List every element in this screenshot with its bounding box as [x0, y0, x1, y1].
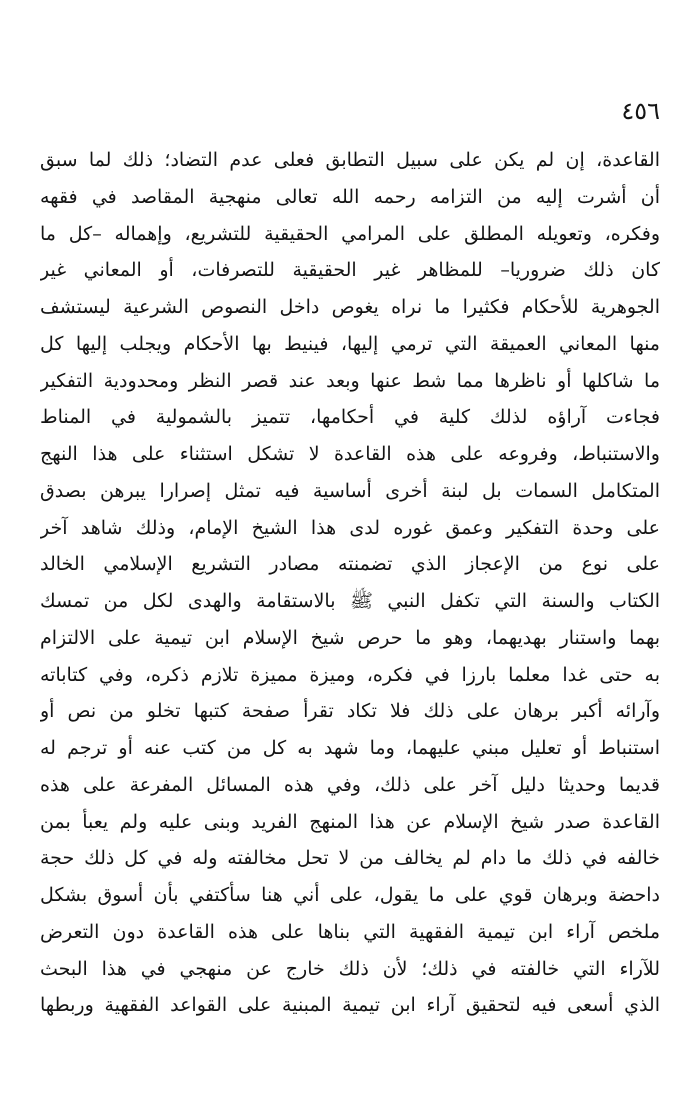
text-line: للآراء التي خالفته في ذلك؛ لأن ذلك خارج عن منهجي في هذا البحث	[40, 957, 660, 980]
text-line: المتكامل السمات بل لبنة أخرى أساسية فيه تمثل إصرارا يبرهن بصدق	[40, 479, 660, 502]
body-paragraph	[40, 142, 660, 1024]
text-line: استنباط أو تعليل مبني عليهما، وما شهد به كل من كتب عنه أو ترجم له	[40, 737, 660, 759]
text-line: قديما وحديثا دليل آخر على ذلك، وفي هذه المسائل المفرعة على هذه	[40, 773, 660, 796]
text-line: القاعدة، إن لم يكن على سبيل التطابق فعلى عدم التضاد؛ ذلك لما سبق	[40, 149, 660, 171]
text-line: داحضة وبرهان قوي على ما يقول، على أني هنا سأكتفي بأن أسوق بشكل	[40, 884, 660, 906]
text-line: والاستنباط، وفروعه على هذه القاعدة لا تشكل استثناء على هذا النهج	[40, 443, 660, 465]
text-line: على نوع من الإعجاز الذي تضمنته مصادر التشريع الإسلامي الخالد	[40, 553, 660, 576]
text-line: أن أشرت إليه من التزامه رحمه الله تعالى منهجية المقاصد في فقهه	[40, 185, 660, 208]
page-number: ٤٥٦	[621, 97, 660, 125]
text-line: بهما واستنار بهديهما، وهو ما حرص شيخ الإسلام ابن تيمية على الالتزام	[40, 626, 660, 649]
text-line: الكتاب والسنة التي تكفل النبي ﷺ بالاستقامة والهدى لكل من تمسك	[40, 590, 660, 612]
text-line: كان ذلك ضروريا– للمظاهر غير الحقيقية للتصرفات، أو المعاني غير	[40, 259, 660, 282]
text-line: به حتى غدا معلما بارزا في فكره، وميزة مميزة تلازم ذكره، وفي كتاباته	[40, 663, 660, 686]
text-line: منها المعاني العميقة التي ترمي إليها، فينيط بها الأحكام ويجلب إليها كل	[40, 332, 660, 355]
text-line: وآرائه أكبر برهان على ذلك فلا تكاد تقرأ صفحة كتبها تخلو من نص أو	[40, 700, 660, 723]
text-line: فجاءت آراؤه لذلك كلية في أحكامها، تتميز بالشمولية في المناط	[40, 406, 660, 429]
text-line: الجوهرية للأحكام فكثيرا ما نراه يغوص داخل النصوص الشرعية ليستشف	[40, 296, 660, 318]
text-line: الذي أسعى فيه لتحقيق آراء ابن تيمية المبنية على القواعد الفقهية وربطها	[40, 994, 660, 1017]
text-line: ما شاكلها أو ناظرها مما شط عنها وبعد عند قصر النظر ومحدودية التفكير	[40, 369, 660, 392]
text-line: وفكره، وتعويله المطلق على المرامي الحقيقية للتشريع، وإهماله –كل ما	[40, 222, 660, 245]
text-line: ملخص آراء ابن تيمية الفقهية التي بناها على هذه القاعدة دون التعرض	[40, 920, 660, 943]
text-line: على وحدة التفكير وعمق غوره لدى هذا الشيخ الإمام، وذلك شاهد آخر	[40, 516, 660, 539]
text-line: القاعدة صدر شيخ الإسلام عن هذا المنهج الفريد وبنى عليه ولم يعبأ بمن	[40, 810, 660, 833]
text-line: خالفه في ذلك ما دام لم يخالف من لا تحل مخالفته وله في كل ذلك حجة	[40, 847, 660, 870]
